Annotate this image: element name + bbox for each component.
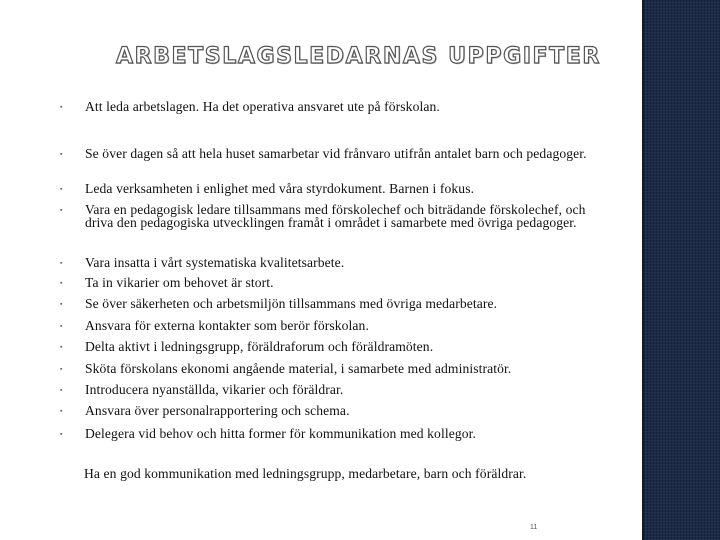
bullet-dot-icon: ▪ [60, 206, 63, 214]
bullet-dot-icon: ▪ [60, 279, 63, 287]
bullet-dot-icon: ▪ [60, 150, 63, 158]
bullet-text: Att leda arbetslagen. Ha det operativa ansvaret ute på förskolan. [85, 99, 440, 114]
bullet-dot-icon: ▪ [60, 322, 63, 330]
slide-title: ARBETSLAGSLEDARNAS UPPGIFTER [116, 44, 601, 69]
bullet-dot-icon: ▪ [60, 343, 63, 351]
bullet-text: Introducera nyanställda, vikarier och föräldrar. [85, 382, 344, 397]
bullet-text: Ansvara för externa kontakter som berör förskolan. [85, 318, 369, 333]
bullet-text: Ansvara över personalrapportering och schema. [85, 403, 350, 418]
bullet-text: Delegera vid behov och hitta former för kommunikation med kollegor. [85, 426, 476, 441]
bullet-dot-icon: ▪ [60, 259, 63, 267]
bullet-dot-icon: ▪ [60, 103, 63, 111]
bullet-text: Ta in vikarier om behovet är stort. [85, 275, 274, 290]
bullet-text: Se över säkerheten och arbetsmiljön tillsammans med övriga medarbetare. [85, 296, 498, 311]
bullet-dot-icon: ▪ [60, 300, 63, 308]
bullet-text: Vara insatta i vårt systematiska kvalitetsarbete. [85, 255, 345, 270]
page-number: 11 [530, 524, 538, 531]
bullet-text: Sköta förskolans ekonomi angående material, i samarbete med administratör. [85, 361, 512, 376]
bullet-text: Se över dagen så att hela huset samarbetar vid frånvaro utifrån antalet barn och pedagoger. [85, 146, 587, 161]
bullet-text: Leda verksamheten i enlighet med våra styrdokument. Barnen i fokus. [85, 181, 475, 196]
bullet-dot-icon: ▪ [60, 185, 63, 193]
bullet-dot-icon: ▪ [60, 365, 63, 373]
bullet-dot-icon: ▪ [60, 407, 63, 415]
footer-text: Ha en god kommunikation med ledningsgrupp, medarbetare, barn och föräldrar. [84, 466, 527, 481]
bullet-text: Vara en pedagogisk ledare tillsammans med förskolechef och biträdande förskolechef, och driva den pedagogiska utvecklingen framåt i området i samarbete med övriga pedagoger. [85, 202, 586, 230]
bullet-text: Delta aktivt i ledningsgrupp, föräldraforum och föräldramöten. [85, 339, 434, 354]
bullet-dot-icon: ▪ [60, 386, 63, 394]
decorative-sidebar [642, 0, 720, 540]
bullet-dot-icon: ▪ [60, 430, 63, 438]
